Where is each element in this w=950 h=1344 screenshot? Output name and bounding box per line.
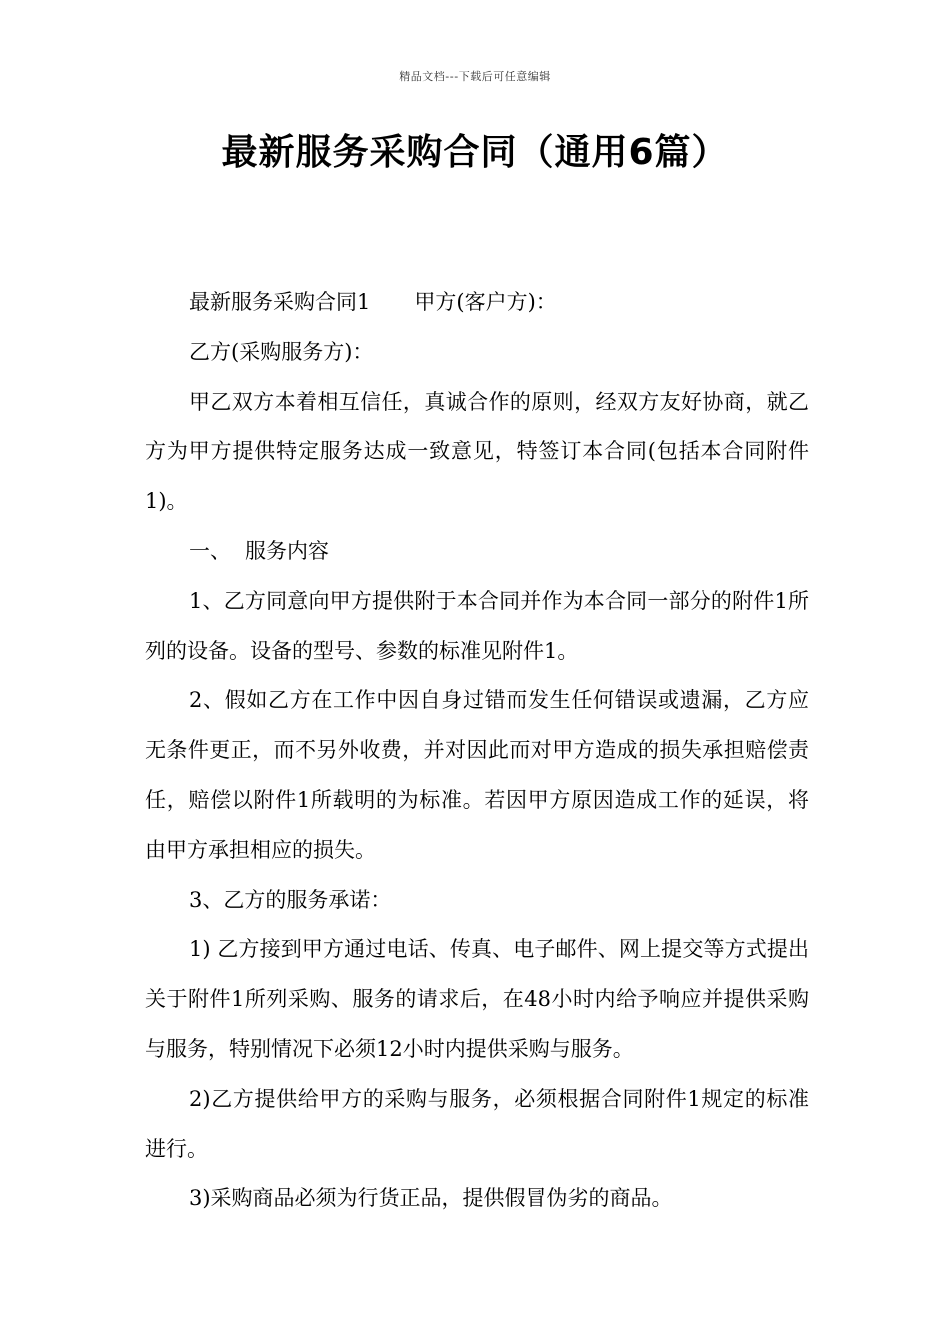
section-heading bbox=[145, 527, 809, 577]
clause-3-2: 2)乙方提供给甲方的采购与服务，必须根据合同附件1规定的标准进行。 bbox=[145, 1086, 809, 1161]
clause-3-1: 1) 乙方接到甲方通过电话、传真、电子邮件、网上提交等方式提出关于附件1所列采购、服务的请求后，在48小时内给予响应并提供采购与服务，特别情况下必须12小时内提供采购与服务。 bbox=[145, 937, 809, 1061]
clause-3-3: 3)采购商品必须为行货正品，提供假冒伪劣的商品。 bbox=[189, 1186, 673, 1211]
party-a-label: 甲方(客户方)： bbox=[414, 290, 557, 314]
clause-1: 1、乙方同意向甲方提供附于本合同并作为本合同一部分的附件1所列的设备。设备的型号、参数的标准见附件1。 bbox=[145, 588, 809, 663]
clause-3: 3、乙方的服务承诺： bbox=[189, 887, 392, 912]
header-note: 精品文档---下载后可任意编辑 bbox=[399, 70, 551, 83]
preamble-paragraph: 甲乙双方本着相互信任，真诚合作的原则，经双方友好协商，就乙方为甲方提供特定服务达成一致意见，特签订本合同(包括本合同附件1)。 bbox=[145, 389, 809, 514]
intro-line bbox=[145, 278, 809, 328]
document-body bbox=[145, 278, 809, 1224]
document-title: 最新服务采购合同（通用6篇） bbox=[221, 132, 729, 173]
clause-2: 2、假如乙方在工作中因自身过错而发生任何错误或遗漏，乙方应无条件更正，而不另外收费，并对因此而对甲方造成的损失承担赔偿责任，赔偿以附件1所载明的为标准。若因甲方原因造成工作的延误，将由甲方承担相应的损失。 bbox=[145, 688, 809, 862]
contract-label: 最新服务采购合同1 bbox=[189, 290, 371, 314]
section-number: 一、 bbox=[189, 538, 231, 563]
party-b-label: 乙方(采购服务方)： bbox=[189, 339, 374, 364]
section-title: 服务内容 bbox=[245, 538, 329, 563]
